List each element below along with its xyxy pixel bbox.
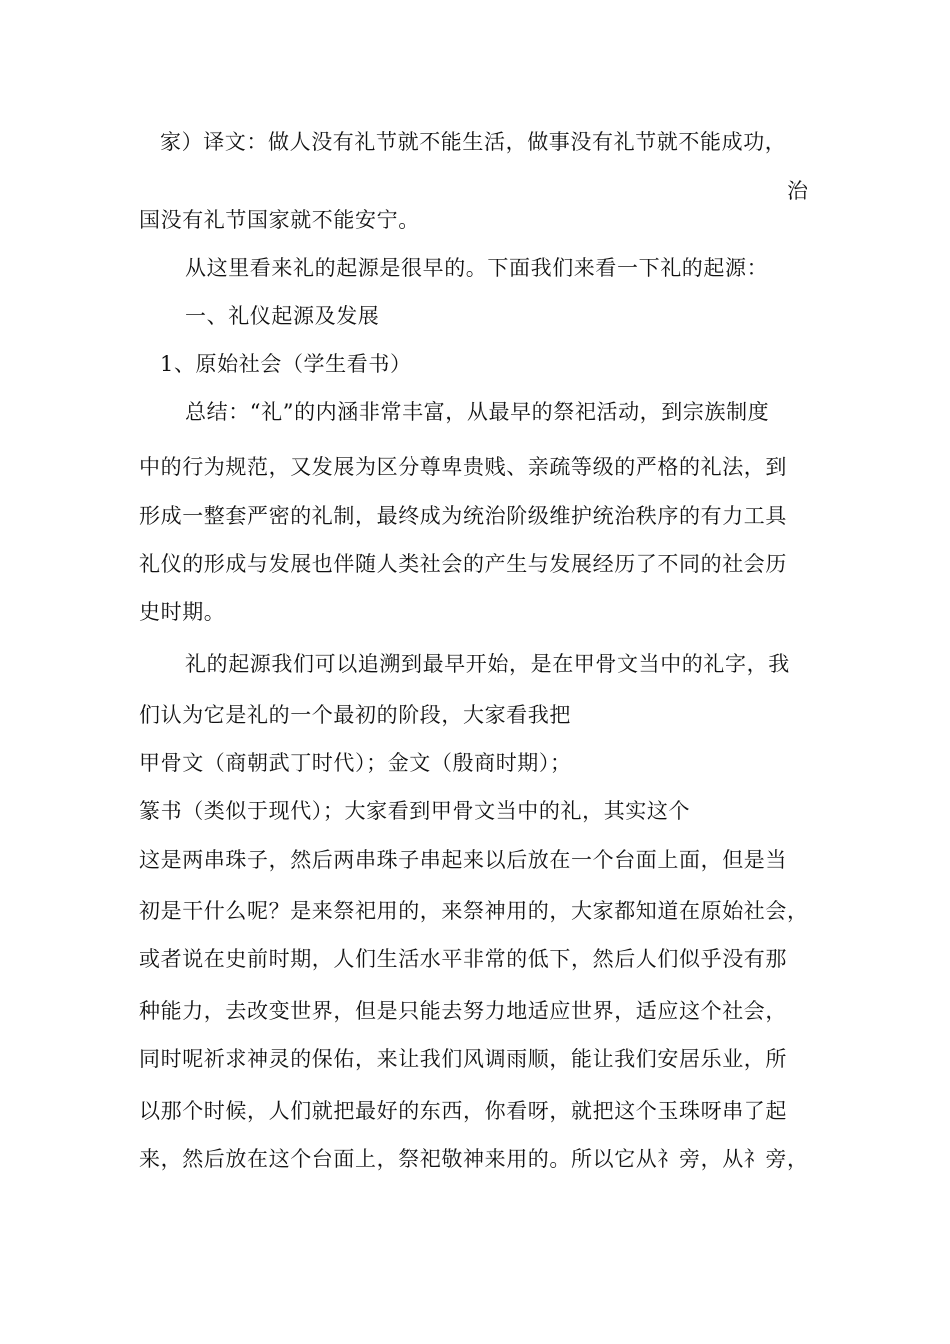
text-line: 种能力，去改变世界，但是只能去努力地适应世界，适应这个社会， [139,999,787,1023]
text-line: 或者说在史前时期，人们生活水平非常的低下，然后人们似乎没有那 [139,947,787,971]
text-line: 总结：“礼”的内涵非常丰富，从最早的祭祀活动，到宗族制度 [185,400,770,424]
text-line: 形成一整套严密的礼制，最终成为统治阶级维护统治秩序的有力工具 [139,504,787,528]
text-line: 中的行为规范，又发展为区分尊卑贵贱、亲疏等级的严格的礼法，到 [139,455,787,479]
text-line: 史时期。 [139,600,226,624]
subsection-heading: 1、原始社会（学生看书） [160,352,412,376]
text-line: 篆书（类似于现代）；大家看到甲骨文当中的礼，其实这个 [139,799,691,823]
text-line: 同时呢祈求神灵的保佑，来让我们风调雨顺，能让我们安居乐业，所 [139,1047,787,1071]
text-line: 初是干什么呢？是来祭祀用的，来祭神用的，大家都知道在原始社会， [139,899,809,923]
text-line: 这是两串珠子，然后两串珠子串起来以后放在一个台面上面，但是当 [139,848,787,872]
text-line: 礼仪的形成与发展也伴随人类社会的产生与发展经历了不同的社会历 [139,552,787,576]
text-line: 来，然后放在这个台面上，祭祀敬神来用的。所以它从礻旁，从礻旁， [139,1147,809,1171]
text-line: 家）译文：做人没有礼节就不能生活，做事没有礼节就不能成功， [160,130,787,154]
section-heading: 一、礼仪起源及发展 [185,304,380,328]
text-line: 治 [787,179,809,203]
text-line: 甲骨文（商朝武丁时代）；金文（殷商时期）； [139,751,572,775]
text-line: 国没有礼节国家就不能安宁。 [139,208,420,232]
text-line: 以那个时候，人们就把最好的东西，你看呀，就把这个玉珠呀串了起 [139,1099,787,1123]
text-line: 礼的起源我们可以追溯到最早开始，是在甲骨文当中的礼字，我 [185,652,790,676]
text-line: 们认为它是礼的一个最初的阶段，大家看我把 [139,703,571,727]
text-line: 从这里看来礼的起源是很早的。下面我们来看一下礼的起源： [185,256,769,280]
